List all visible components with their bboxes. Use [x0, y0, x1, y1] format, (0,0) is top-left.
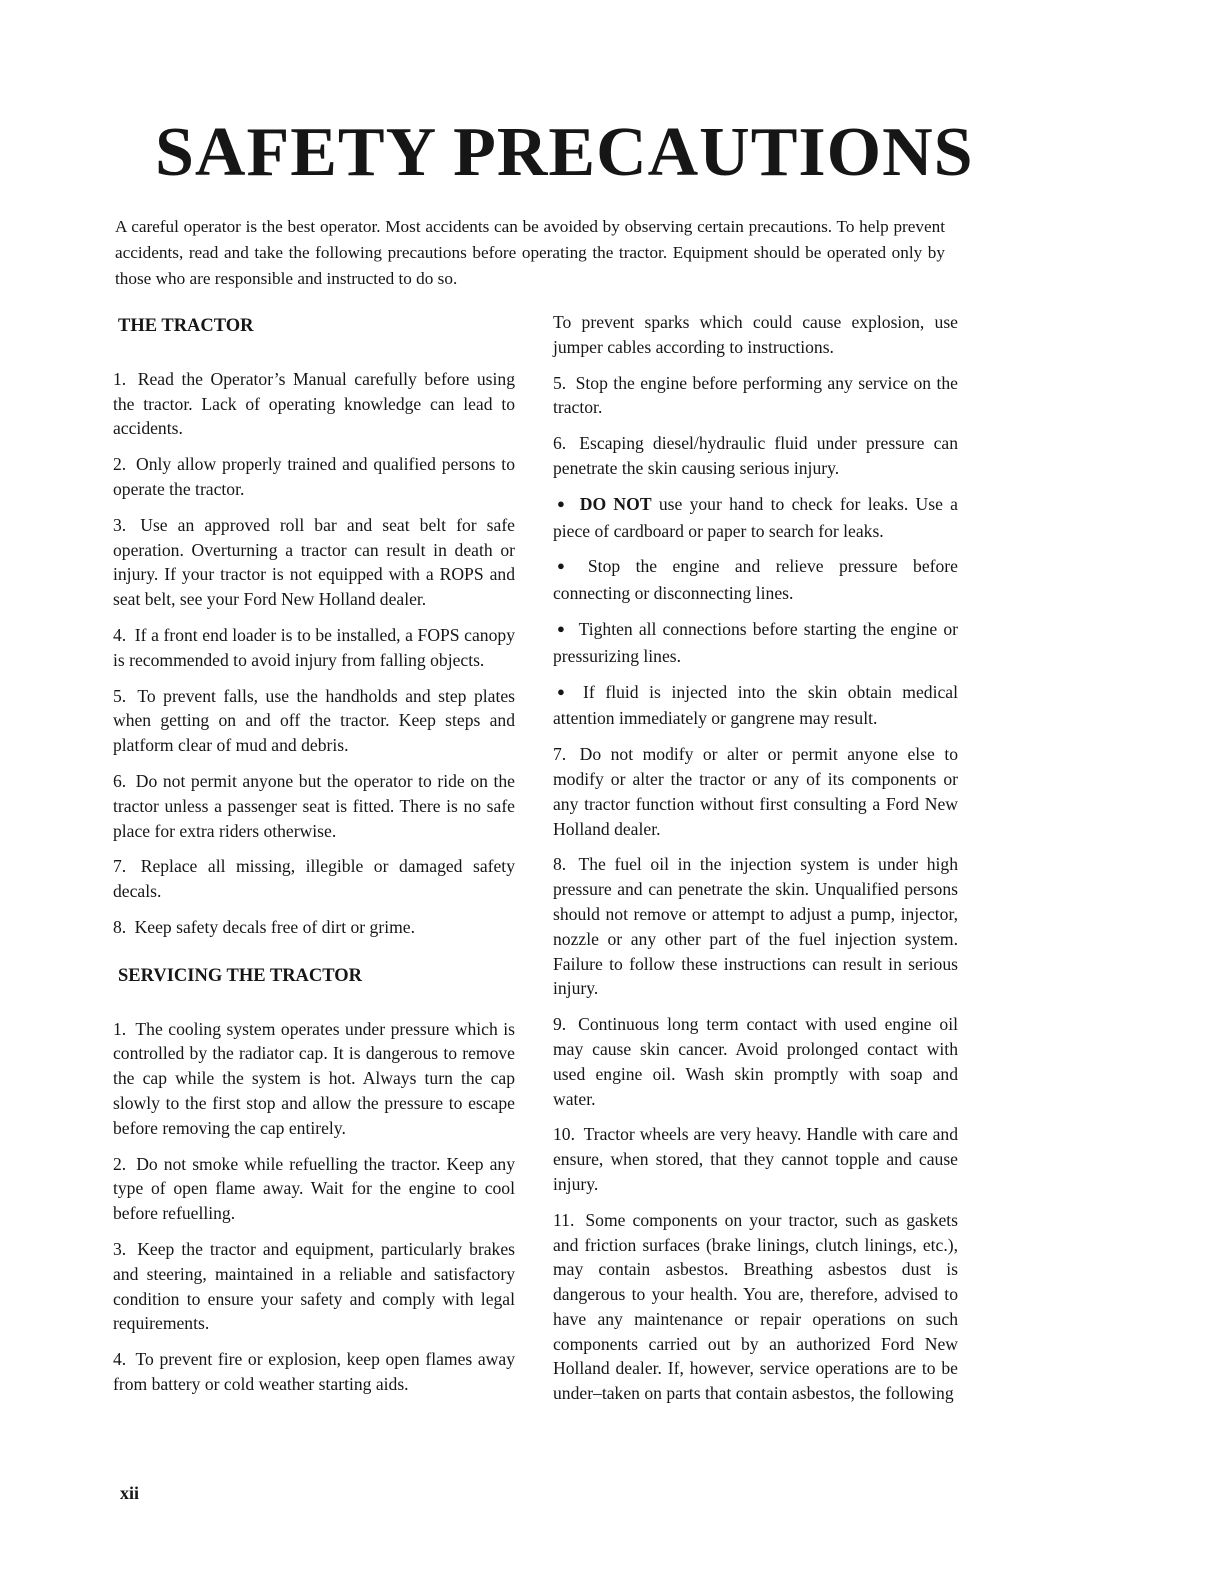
- item-number: 3.: [113, 514, 127, 535]
- list-item: [113, 513, 515, 612]
- servicing-list-more: [553, 742, 958, 1406]
- item-number: 7.: [113, 856, 127, 877]
- servicing-list-continued: [553, 371, 958, 481]
- list-item: [113, 854, 515, 904]
- item-text: The cooling system operates under pressure which is controlled by the radiator cap. It is dangerous to remove the cap while the system is hot. Always turn the cap slowly to the first stop and allow the pressure to escape before removing the cap entirely.: [113, 1018, 515, 1138]
- list-item: [553, 431, 958, 481]
- item-text: The fuel oil in the injection system is under high pressure and can penetrate the skin. Unqualified persons should not remove or attempt to adjust a pump, injector, nozzle or any other part of the fuel injection system. Failure to follow these instructions can result in serious injury.: [553, 854, 958, 999]
- list-item: [113, 684, 515, 758]
- item-text: Do not modify or alter or permit anyone else to modify or alter the tractor or any of its components or any tractor function without first consulting a Ford New Holland dealer.: [553, 744, 958, 839]
- bullet-icon: ●: [557, 683, 572, 699]
- item-text: Tractor wheels are very heavy. Handle with care and ensure, when stored, that they cannot topple and cause injury.: [553, 1124, 958, 1194]
- item-text: Only allow properly trained and qualified persons to operate the tractor.: [113, 454, 515, 499]
- item-number: 11.: [553, 1209, 575, 1230]
- item-number: 7.: [553, 744, 567, 765]
- bullet-item: [553, 554, 958, 606]
- list-item: [553, 742, 958, 841]
- list-item: [113, 1152, 515, 1226]
- item-number: 3.: [113, 1238, 127, 1259]
- item-number: 10.: [553, 1124, 575, 1145]
- item-text: Do not smoke while refuelling the tractor. Keep any type of open flame away. Wait for the engine to cool before refuelling.: [113, 1153, 515, 1224]
- bullet-icon: ●: [557, 558, 576, 574]
- item-text: Keep safety decals free of dirt or grime.: [130, 916, 415, 937]
- list-item: [113, 1017, 515, 1141]
- item-text: If a front end loader is to be installed, a FOPS canopy is recommended to avoid injury from falling objects.: [113, 624, 515, 670]
- list-item: [113, 1237, 515, 1336]
- leak-bullet-list: [553, 492, 958, 731]
- list-item: [113, 915, 515, 940]
- bullet-text: Tighten all connections before starting the engine or pressurizing lines.: [553, 618, 958, 666]
- bullet-item: [553, 492, 958, 544]
- item-number: 8.: [553, 854, 567, 875]
- item-number: 1.: [113, 368, 127, 389]
- list-item: [113, 769, 515, 843]
- item-text: Do not permit anyone but the operator to ride on the tractor unless a passenger seat is fitted. There is no safe place for extra riders otherwise.: [113, 770, 515, 841]
- bullet-text: If fluid is injected into the skin obtain medical attention immediately or gangrene may result.: [553, 681, 958, 729]
- bullet-item: [553, 680, 958, 732]
- item-text: Stop the engine before performing any service on the tractor.: [553, 372, 958, 418]
- list-item: [553, 1122, 958, 1196]
- list-item: [113, 452, 515, 502]
- item-text: Keep the tractor and equipment, particularly brakes and steering, maintained in a reliable and satisfactory condition to ensure your safety and comply with legal requirements.: [113, 1238, 515, 1334]
- bullet-bold-text: DO NOT: [579, 493, 652, 514]
- item-text: Continuous long term contact with used engine oil may cause skin cancer. Avoid prolonged contact with used engine oil. Wash skin promptly with soap and water.: [553, 1014, 958, 1109]
- item-number: 4.: [113, 1349, 127, 1370]
- item-number: 2.: [113, 1153, 127, 1174]
- item-number: 5.: [113, 685, 127, 706]
- bullet-icon: ●: [557, 620, 567, 636]
- item-number: 2.: [113, 454, 127, 475]
- right-column: [553, 310, 958, 1417]
- list-item: [553, 852, 958, 1001]
- item-number: 1.: [113, 1018, 127, 1039]
- left-column: [113, 310, 515, 1408]
- list-item: [113, 367, 515, 441]
- tractor-list: [113, 367, 515, 940]
- page-number: xii: [120, 1483, 140, 1503]
- continued-paragraph: To prevent sparks which could cause explosion, use jumper cables according to instructions.: [553, 312, 958, 357]
- item-text: Read the Operator’s Manual carefully before using the tractor. Lack of operating knowledge can lead to accidents.: [113, 368, 515, 439]
- item-number: 6.: [553, 433, 567, 454]
- bullet-item: [553, 617, 958, 669]
- item-text: To prevent fire or explosion, keep open flames away from battery or cold weather starting aids.: [113, 1349, 515, 1394]
- list-item: [553, 1012, 958, 1111]
- bullet-icon: ●: [557, 495, 568, 511]
- list-item: [553, 371, 958, 421]
- bullet-text: Stop the engine and relieve pressure before connecting or disconnecting lines.: [553, 556, 958, 604]
- item-number: 5.: [553, 372, 567, 393]
- section-heading-servicing: SERVICING THE TRACTOR: [118, 965, 363, 986]
- section-heading-tractor: THE TRACTOR: [118, 316, 254, 336]
- page-title: SAFETY PRECAUTIONS: [155, 114, 974, 191]
- item-number: 6.: [113, 770, 127, 791]
- item-number: 8.: [113, 916, 127, 937]
- list-item: [553, 1208, 958, 1406]
- item-text: Replace all missing, illegible or damaged safety decals.: [113, 856, 515, 902]
- item-text: Use an approved roll bar and seat belt for safe operation. Overturning a tractor can result in death or injury. If your tractor is not equipped with a ROPS and seat belt, see your Ford New Holland dealer.: [113, 514, 515, 610]
- item-text: Escaping diesel/hydraulic fluid under pressure can penetrate the skin causing serious injury.: [553, 433, 958, 478]
- item-number: 4.: [113, 624, 127, 645]
- bullet-text: use your hand to check for leaks. Use a piece of cardboard or paper to search for leaks.: [553, 493, 958, 541]
- item-text: To prevent falls, use the handholds and step plates when getting on and off the tractor. Keep steps and platform clear of mud and debris.: [113, 685, 515, 756]
- item-number: 9.: [553, 1014, 567, 1035]
- list-item: [113, 1347, 515, 1397]
- item-text: Some components on your tractor, such as gaskets and friction surfaces (brake linings, clutch linings, etc.), may contain asbestos. Breathing asbestos dust is dangerous to your health. You are, therefore, advised to have any maintenance or repair operations on such components carried out by an authorized Ford New Holland dealer. If, however, service operations are to be under–taken on parts that contain asbestos, the following: [553, 1209, 958, 1404]
- servicing-list: [113, 1017, 515, 1397]
- intro-paragraph: A careful operator is the best operator. Most accidents can be avoided by observing certain precautions. To help prevent accidents, read and take the following precautions before operating the tractor. Equipment should be operated only by those who are responsible and instructed to do so.: [115, 217, 945, 288]
- list-item: [113, 623, 515, 673]
